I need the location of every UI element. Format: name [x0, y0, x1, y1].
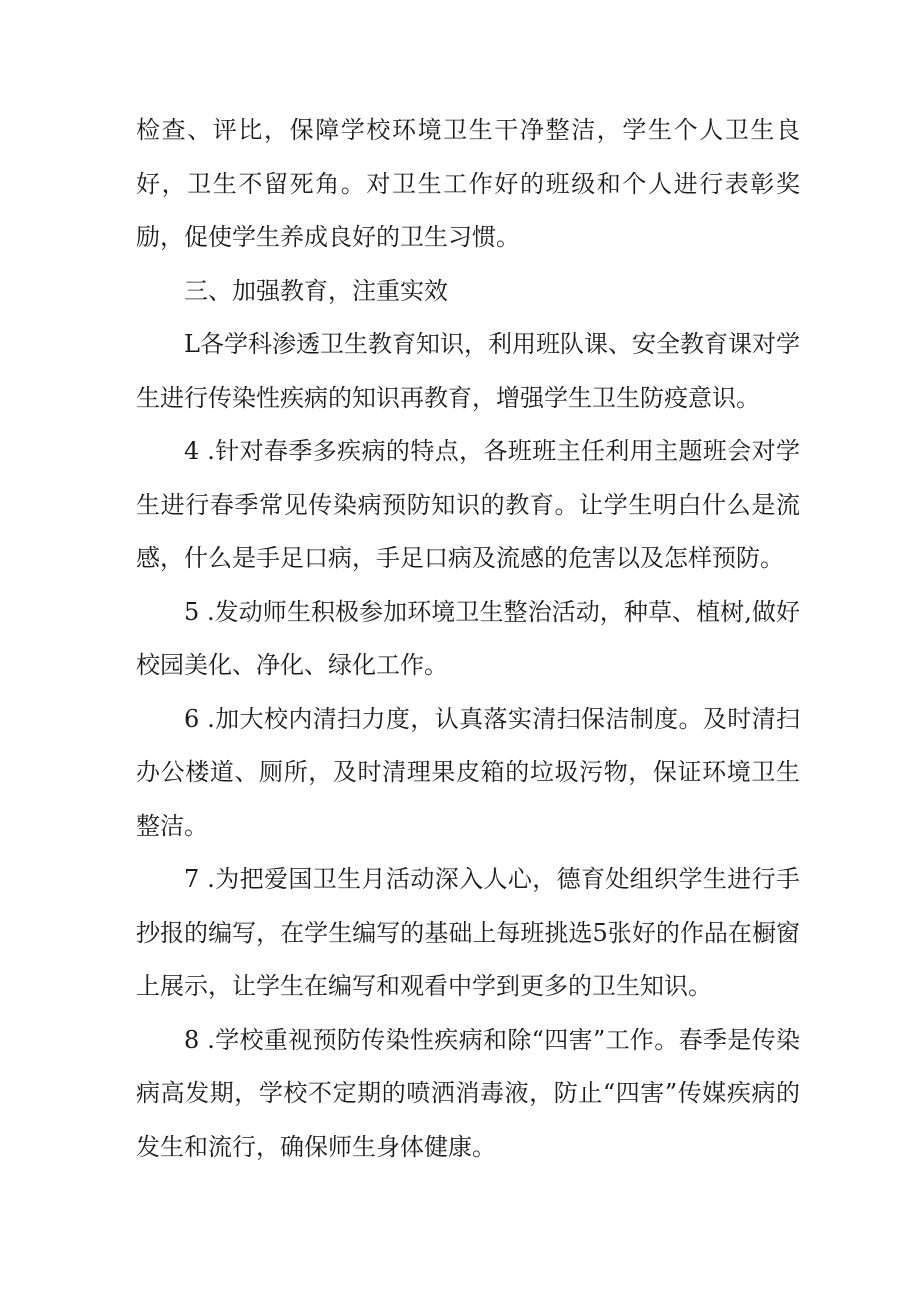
paragraph-item-6: 6 .加大校内清扫力度，认真落实清扫保洁制度。及时清扫办公楼道、厕所，及时清理果皮箱的垃圾污物，保证环境卫生整洁。: [136, 704, 800, 840]
paragraph-item-1: L各学科渗透卫生教育知识，利用班队课、安全教育课对学生进行传染性疾病的知识再教育，增强学生卫生防疫意识。: [136, 330, 800, 412]
paragraph-item-8: 8 .学校重视预防传染性疾病和除“四害”工作。春季是传染病高发期，学校不定期的喷洒消毒液，防止“四害”传媒疾病的发生和流行，确保师生身体健康。: [136, 1025, 800, 1161]
document-body: [136, 104, 800, 1174]
paragraph-continuation: 检查、评比，保障学校环境卫生干净整洁，学生个人卫生良好，卫生不留死角。对卫生工作好的班级和个人进行表彰奖励，促使学生养成良好的卫生习惯。: [136, 116, 800, 251]
section-heading: 三、加强教育，注重实效: [184, 276, 448, 305]
paragraph-item-5: 5 .发动师生积极参加环境卫生整治活动，种草、植树,做好校园美化、净化、绿化工作。: [136, 597, 800, 679]
paragraph-item-4: 4 .针对春季多疾病的特点，各班班主任利用主题班会对学生进行春季常见传染病预防知识的教育。让学生明白什么是流感，什么是手足口病，手足口病及流感的危害以及怎样预防。: [136, 437, 800, 572]
paragraph-item-7: 7 .为把爱国卫生月活动深入人心，德育处组织学生进行手抄报的编写，在学生编写的基础上每班挑选5张好的作品在橱窗上展示，让学生在编写和观看中学到更多的卫生知识。: [136, 865, 800, 1000]
